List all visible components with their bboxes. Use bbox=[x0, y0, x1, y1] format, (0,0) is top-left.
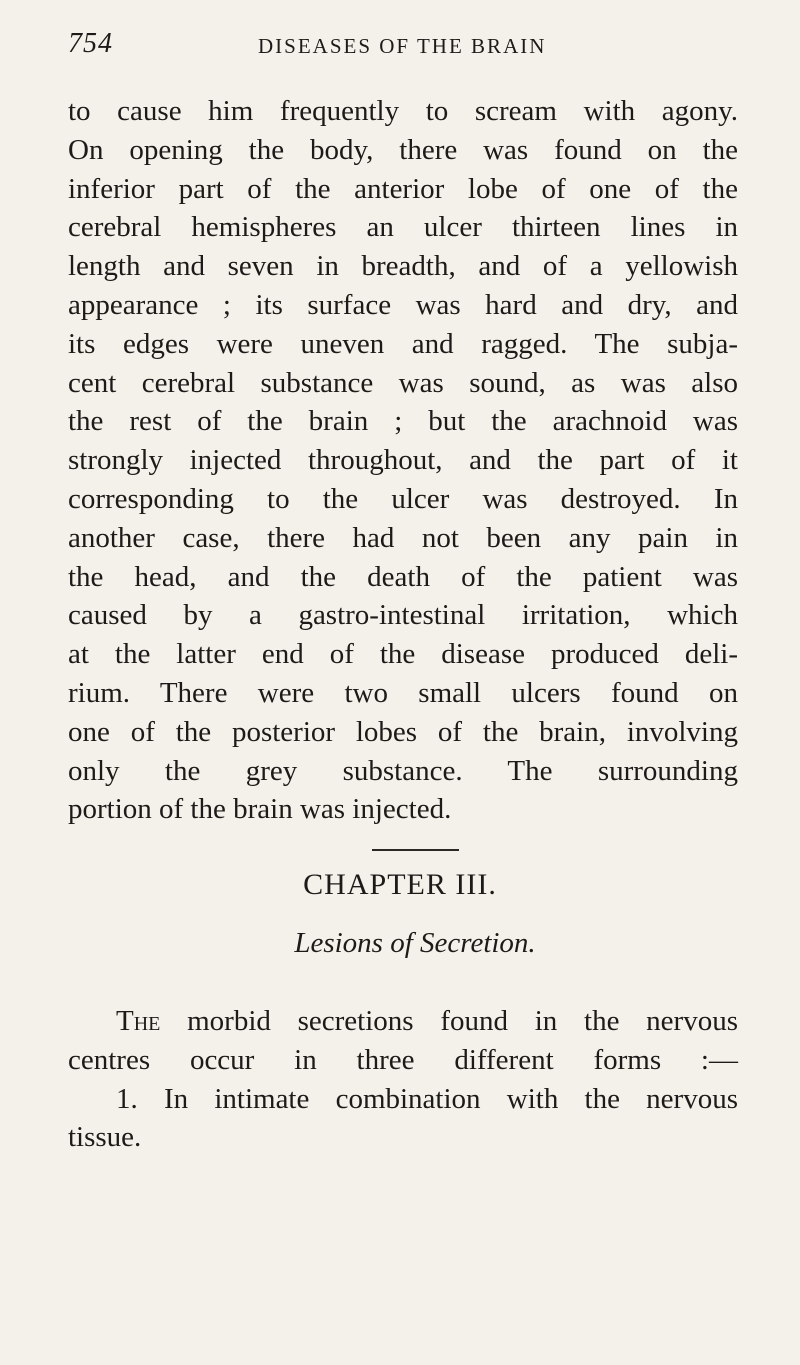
section-divider bbox=[372, 849, 459, 851]
text-line: strongly injected throughout, and the part of it bbox=[68, 444, 738, 477]
text-line: On opening the body, there was found on the bbox=[68, 133, 738, 166]
text-line: the rest of the brain ; but the arachnoid was bbox=[68, 405, 738, 438]
list-item-1: 1. In intimate combination with the nervous bbox=[116, 1082, 738, 1115]
running-head: DISEASES OF THE BRAIN bbox=[258, 34, 547, 58]
text-line: corresponding to the ulcer was destroyed. In bbox=[68, 482, 738, 515]
opening-word: The bbox=[116, 1005, 161, 1037]
text-line: appearance ; its surface was hard and dry, and bbox=[68, 288, 738, 321]
text-line: cerebral hemispheres an ulcer thirteen lines in bbox=[68, 211, 738, 244]
text-line: one of the posterior lobes of the brain, involving bbox=[68, 715, 738, 748]
text-line: tissue. bbox=[68, 1121, 142, 1154]
text-line: length and seven in breadth, and of a yellowish bbox=[68, 250, 738, 283]
text-line: another case, there had not been any pain in bbox=[68, 521, 738, 554]
text-fragment: morbid secretions found in the nervous bbox=[160, 1005, 738, 1037]
text-line: centres occur in three different forms :— bbox=[68, 1043, 738, 1076]
text-line: the head, and the death of the patient was bbox=[68, 560, 738, 593]
text-line: portion of the brain was injected. bbox=[68, 793, 452, 826]
text-line: rium. There were two small ulcers found on bbox=[68, 676, 738, 709]
text-line: at the latter end of the disease produced deli- bbox=[68, 638, 738, 671]
page-header bbox=[68, 28, 740, 68]
text-line: to cause him frequently to scream with agony. bbox=[68, 95, 738, 127]
paragraph-1 bbox=[68, 92, 738, 829]
text-line bbox=[68, 1002, 738, 1041]
chapter-title: CHAPTER III. bbox=[303, 868, 497, 901]
text-line: caused by a gastro-intestinal irritation, which bbox=[68, 599, 738, 632]
chapter-subtitle: Lesions of Secretion. bbox=[294, 927, 536, 959]
paragraph-2 bbox=[68, 1002, 738, 1157]
text-line: its edges were uneven and ragged. The subja- bbox=[68, 327, 738, 360]
text-line: cent cerebral substance was sound, as was also bbox=[68, 366, 738, 399]
text-line: inferior part of the anterior lobe of one of the bbox=[68, 172, 738, 205]
page-number: 754 bbox=[68, 28, 113, 59]
text-line: only the grey substance. The surrounding bbox=[68, 754, 738, 787]
